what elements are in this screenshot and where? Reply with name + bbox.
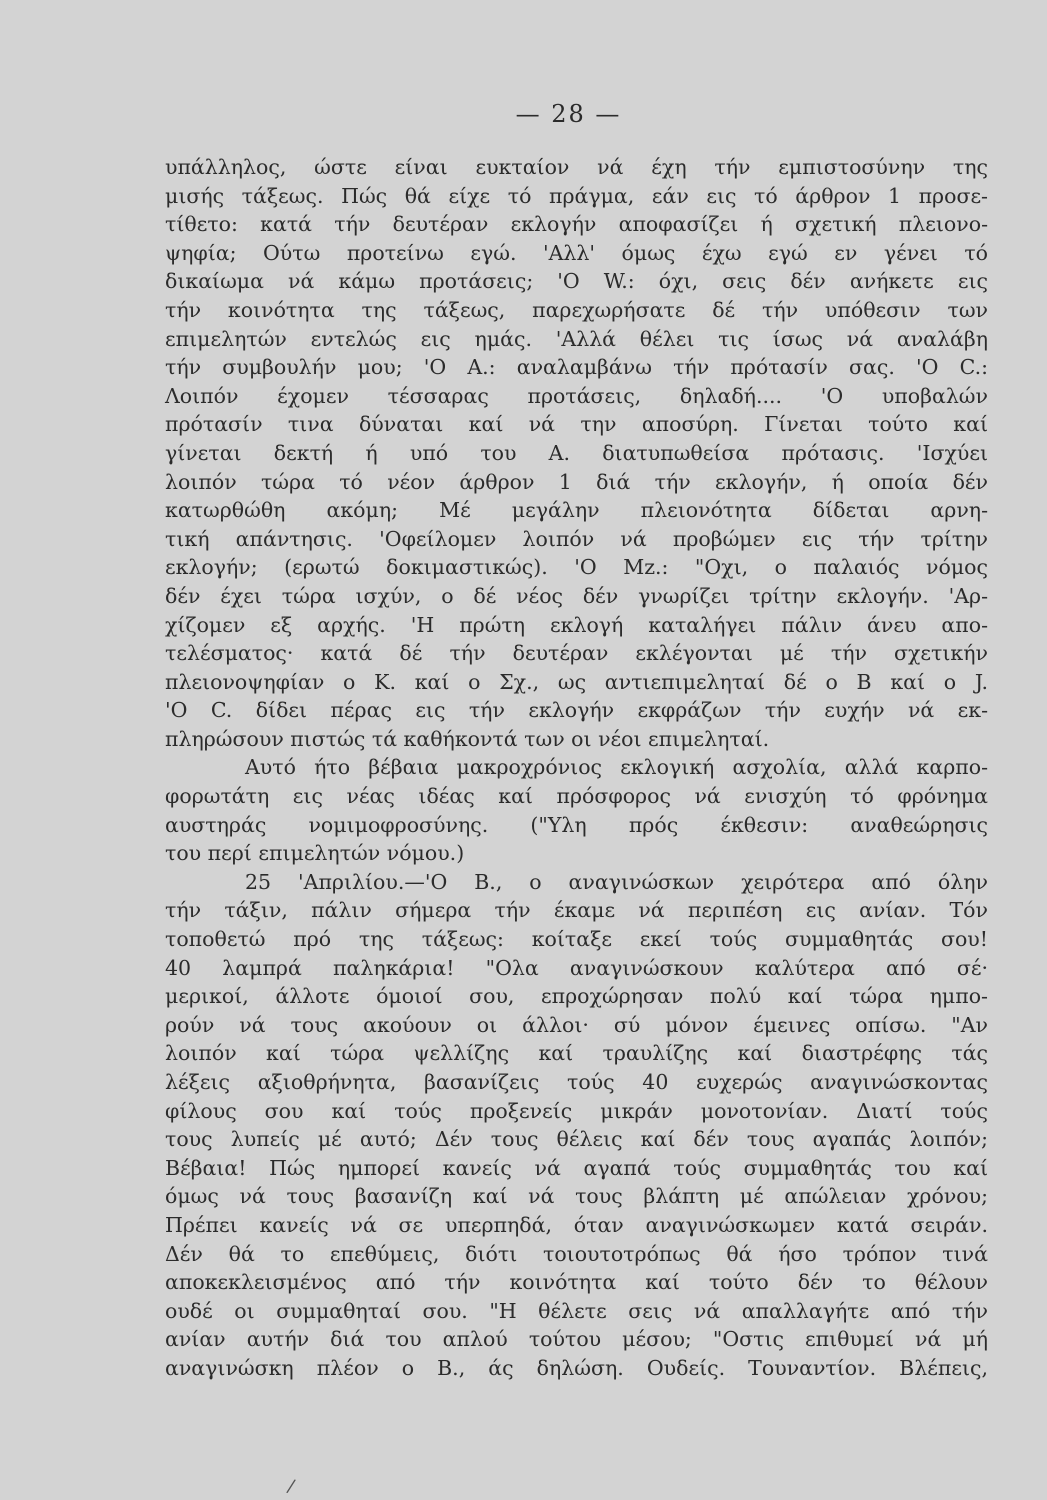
text-line: μερικοί, άλλοτε όμοιοί σου, επροχώρησαν πολύ καί τώρα ημπο- <box>165 984 988 1009</box>
text-line: αποκεκλεισμένος από τήν κοινότητα καί τούτο δέν το θέλουν <box>165 1270 988 1295</box>
text-line: λοιπόν τώρα τό νέον άρθρον 1 διά τήν εκλογήν, ή οποία δέν <box>165 469 988 494</box>
text-line: Βέβαια! Πώς ημπορεί κανείς νά αγαπά τούς συμμαθητάς του καί <box>165 1155 988 1180</box>
text-line: χίζομεν εξ αρχής. 'Η πρώτη εκλογή καταλήγει πάλιν άνευ απο- <box>165 612 988 637</box>
page-number: — 28 — <box>515 100 622 128</box>
text-line: αυστηράς νομιμοφροσύνης. ("Υλη πρός έκθεσιν: αναθεώρησις <box>165 812 988 837</box>
text-line: Πρέπει κανείς νά σε υπερπηδά, όταν αναγινώσκωμεν κατά σειράν. <box>165 1212 988 1237</box>
text-line: ανίαν αυτήν διά του απλού τούτου μέσου; "Οστις επιθυμεί νά μή <box>165 1327 988 1352</box>
text-line: 'Ο C. δίδει πέρας εις τήν εκλογήν εκφράζων τήν ευχήν νά εκ- <box>165 698 988 723</box>
text-line: τήν κοινότητα της τάξεως, παρεχωρήσατε δέ τήν υπόθεσιν των <box>165 297 988 322</box>
text-line: Δέν θά το επεθύμεις, διότι τοιουτοτρόπως θά ήσο τρόπον τινά <box>165 1241 988 1266</box>
text-line: ρούν νά τους ακούουν οι άλλοι· σύ μόνον έμεινες οπίσω. "Αν <box>165 1012 988 1037</box>
text-line: λέξεις αξιοθρήνητα, βασανίζεις τούς 40 ευχερώς αναγινώσκοντας <box>165 1070 988 1094</box>
text-line: τελέσματος· κατά δέ τήν δευτέραν εκλέγονται μέ τήν σχετικήν <box>165 641 988 666</box>
text-line: τοποθετώ πρό της τάξεως: κοίταξε εκεί τούς συμμαθητάς σου! <box>165 927 988 952</box>
text-line: πρότασίν τινα δύναται καί νά την αποσύρη. Γίνεται τούτο καί <box>165 412 988 437</box>
text-line: γίνεται δεκτή ή υπό του Α. διατυπωθείσα πρότασις. 'Ισχύει <box>165 440 988 465</box>
text-line: τήν τάξιν, πάλιν σήμερα τήν έκαμε νά περιπέση εις ανίαν. Τόν <box>165 898 988 923</box>
text-line: τήν συμβουλήν μου; 'Ο Α.: αναλαμβάνω τήν πρότασίν σας. 'Ο C.: <box>165 355 988 380</box>
text-line: ουδέ οι συμμαθηταί σου. "Η θέλετε σεις νά απαλλαγήτε από τήν <box>165 1298 988 1323</box>
text-line: αναγινώσκη πλέον ο Β., άς δηλώση. Ουδείς. Τουναντίον. Βλέπεις, <box>165 1355 988 1380</box>
text-line: 40 λαμπρά παληκάρια! "Ολα αναγινώσκουν καλύτερα από σέ· <box>165 955 988 980</box>
text-line: επιμελητών εντελώς εις ημάς. 'Αλλά θέλει τις ίσως νά αναλάβη <box>165 326 988 351</box>
text-line: εκλογήν; (ερωτώ δοκιμαστικώς). 'Ο Μz.: "Οχι, ο παλαιός νόμος <box>165 555 988 580</box>
text-line: φίλους σου καί τούς προξενείς μικράν μονοτονίαν. Διατί τούς <box>165 1098 988 1123</box>
text-line: του περί επιμελητών νόμου.) <box>165 841 465 866</box>
text-line: όμως νά τους βασανίζη καί νά τους βλάπτη μέ απώλειαν χρόνου; <box>165 1184 988 1209</box>
text-line: ψηφία; Ούτω προτείνω εγώ. 'Αλλ' όμως έχω εγώ εν γένει τό <box>165 240 988 265</box>
text-line: πληρώσουν πιστώς τά καθήκοντά των οι νέοι επιμεληταί. <box>165 726 770 751</box>
text-line: δικαίωμα νά κάμω προτάσεις; 'Ο W.: όχι, σεις δέν ανήκετε εις <box>165 269 988 294</box>
text-line: τίθετο: κατά τήν δευτέραν εκλογήν αποφασίζει ή σχετική πλειονο- <box>165 212 988 237</box>
text-line: 25 'Απριλίου.—'Ο Β., ο αναγινώσκων χειρότερα από όλην <box>245 869 988 894</box>
text-line: μισής τάξεως. Πώς θά είχε τό πράγμα, εάν εις τό άρθρον 1 προσε- <box>165 183 988 208</box>
text-line: δέν έχει τώρα ισχύν, ο δέ νέος δέν γνωρίζει τρίτην εκλογήν. 'Αρ- <box>165 583 988 608</box>
text-line: πλειονοψηφίαν ο Κ. καί ο Σχ., ως αντιεπιμεληταί δέ ο Β καί ο J. <box>165 669 988 694</box>
stray-pen-mark: / <box>285 1475 297 1498</box>
text-line: τική απάντησις. 'Οφείλομεν λοιπόν νά προβώμεν εις τήν τρίτην <box>165 526 988 551</box>
text-line: κατωρθώθη ακόμη; Μέ μεγάλην πλειονότητα δίδεται αρνη- <box>165 498 988 523</box>
text-line: Λοιπόν έχομεν τέσσαρας προτάσεις, δηλαδή.... 'Ο υποβαλών <box>165 383 988 408</box>
text-line: υπάλληλος, ώστε είναι ευκταίον νά έχη τήν εμπιστοσύνην της <box>165 155 988 179</box>
text-line: λοιπόν καί τώρα ψελλίζης καί τραυλίζης καί διαστρέφης τάς <box>165 1041 988 1066</box>
text-line: τους λυπείς μέ αυτό; Δέν τους θέλεις καί δέν τους αγαπάς λοιπόν; <box>165 1127 988 1152</box>
body-text <box>165 153 988 1383</box>
text-line: φορωτάτη εις νέας ιδέας καί πρόσφορος νά ενισχύη τό φρόνημα <box>165 784 988 809</box>
text-line: Αυτό ήτο βέβαια μακροχρόνιος εκλογική ασχολία, αλλά καρπο- <box>245 755 988 780</box>
